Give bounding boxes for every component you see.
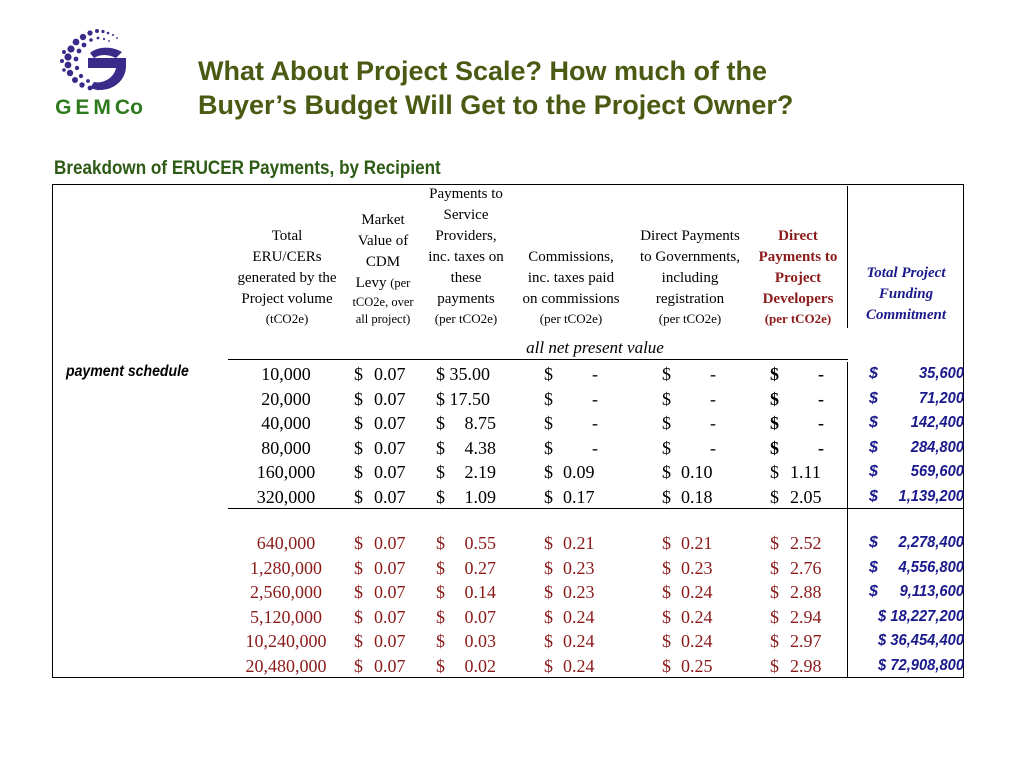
cell-volume: 40,000	[261, 413, 311, 433]
currency-symbol: $	[869, 365, 878, 382]
logo-co: Co	[114, 96, 143, 119]
cell-commissions: -	[592, 364, 598, 384]
cell-government: 0.25	[681, 655, 713, 676]
currency-symbol: $	[354, 655, 363, 676]
currency-symbol: $	[544, 582, 553, 602]
table-row	[0, 605, 1024, 629]
cell-commissions: 0.24	[563, 606, 595, 627]
header-market-unit: all project)	[355, 312, 411, 326]
currency-symbol: $	[770, 388, 779, 409]
header-total-line: Funding	[878, 286, 934, 302]
header-market	[346, 186, 420, 328]
cell-commissions: -	[592, 437, 598, 458]
cell-service-value: 0.14	[464, 582, 496, 602]
currency-symbol: $	[662, 533, 671, 553]
cell-developers: 2.05	[790, 486, 822, 507]
header-market-unit: tCO2e, over	[352, 295, 414, 309]
cell-commissions: -	[592, 413, 598, 433]
header-government-line: to Governments,	[640, 249, 740, 265]
currency-symbol: $	[436, 533, 445, 553]
currency-symbol: $	[544, 557, 553, 578]
currency-symbol: $	[662, 437, 671, 458]
cell-government: 0.24	[681, 631, 713, 651]
currency-symbol: $	[436, 437, 445, 458]
currency-symbol: $	[436, 486, 445, 507]
header-government	[630, 186, 750, 328]
cell-service-payment: $ 35.00	[436, 364, 490, 384]
header-commissions-line: Commissions,	[528, 249, 614, 265]
cell-commissions: 0.17	[563, 486, 595, 507]
currency-symbol: $	[354, 631, 363, 651]
currency-symbol: $	[436, 631, 445, 651]
header-total-line: Total Project	[866, 265, 946, 281]
header-service-line: these	[450, 270, 482, 286]
currency-symbol: $	[354, 533, 363, 553]
currency-symbol: $	[662, 413, 671, 433]
header-service-line: payments	[437, 291, 495, 307]
header-government-line: Direct Payments	[640, 228, 740, 244]
header-service	[420, 186, 512, 328]
currency-symbol: $	[436, 606, 445, 627]
header-volume	[228, 186, 346, 328]
cell-service-payment: $ 17.50	[436, 388, 490, 409]
header-service-line: Payments to	[429, 186, 503, 202]
cell-total-value: 284,800	[910, 438, 964, 456]
table-row	[0, 362, 1024, 386]
cell-volume: 20,000	[261, 388, 311, 409]
cell-market-value: 0.07	[374, 582, 406, 602]
cell-volume: 5,120,000	[250, 606, 322, 627]
gemco-wordmark	[38, 96, 160, 120]
cell-volume: 160,000	[256, 462, 316, 482]
title-line-2: Buyer’s Budget Will Get to the Project Owner?	[198, 90, 794, 120]
currency-symbol: $	[354, 486, 363, 507]
cell-service-value: 0.03	[464, 631, 496, 651]
cell-total-value: 1,139,200	[898, 487, 964, 505]
cell-total-commitment: $ 36,454,400	[878, 632, 964, 649]
cell-market-value: 0.07	[374, 364, 406, 384]
cell-market-value: 0.07	[374, 533, 406, 553]
currency-symbol: $	[544, 388, 553, 409]
cell-market-value: 0.07	[374, 437, 406, 458]
currency-symbol: $	[770, 533, 779, 553]
cell-total-value: 142,400	[910, 414, 964, 431]
cell-government: 0.24	[681, 582, 713, 602]
cell-total-value: 18,227,200	[890, 607, 964, 625]
table-row	[0, 411, 1024, 435]
header-commissions-line: on commissions	[522, 291, 620, 307]
cell-volume: 10,000	[261, 364, 311, 384]
currency-symbol: $	[544, 486, 553, 507]
cell-government: -	[710, 364, 716, 384]
header-service-unit: (per tCO2e)	[434, 311, 498, 326]
gemco-g-icon	[38, 28, 160, 98]
currency-symbol: $	[354, 582, 363, 602]
table-row	[0, 485, 1024, 509]
currency-symbol: $	[662, 462, 671, 482]
cell-service-value: 0.02	[464, 655, 496, 676]
cell-government: 0.21	[681, 533, 713, 553]
header-developers-line: Payments to	[758, 249, 838, 265]
header-market-line: CDM	[365, 254, 401, 270]
table-row	[0, 629, 1024, 653]
cell-total-commitment: $ 18,227,200	[878, 607, 964, 625]
cell-service-value: 17.50	[449, 388, 490, 409]
currency-symbol: $	[544, 631, 553, 651]
header-service-line: Service	[443, 207, 489, 223]
table-row	[0, 436, 1024, 460]
cell-total-value: 9,113,600	[899, 583, 964, 600]
cell-volume: 2,560,000	[250, 582, 322, 602]
cell-total-value: 72,908,800	[890, 656, 964, 674]
currency-symbol: $	[544, 606, 553, 627]
currency-symbol: $	[770, 606, 779, 627]
title-line-1: What About Project Scale? How much of the	[198, 56, 768, 86]
page-title	[198, 54, 978, 122]
currency-symbol: $	[544, 413, 553, 433]
currency-symbol: $	[869, 583, 878, 600]
cell-market-value: 0.07	[374, 655, 406, 676]
payment-schedule-label: payment schedule	[66, 363, 189, 380]
cell-government: 0.23	[681, 557, 713, 578]
currency-symbol: $	[544, 655, 553, 676]
cell-developers: -	[818, 388, 824, 409]
cell-government: -	[710, 388, 716, 409]
cell-service-value: 1.09	[464, 486, 496, 507]
cell-government: 0.18	[681, 486, 713, 507]
header-developers-line: Developers	[762, 291, 834, 307]
cell-market-value: 0.07	[374, 388, 406, 409]
currency-symbol: $	[662, 655, 671, 676]
cell-commissions: 0.21	[563, 533, 595, 553]
header-commissions	[512, 186, 630, 328]
cell-developers: 2.98	[790, 655, 822, 676]
table-row	[0, 387, 1024, 411]
header-commissions-unit: (per tCO2e)	[539, 311, 603, 326]
header-service-line: inc. taxes on	[428, 249, 504, 265]
currency-symbol: $	[436, 413, 445, 433]
currency-symbol: $	[436, 557, 445, 578]
cell-service-value: 8.75	[464, 413, 496, 433]
cell-volume: 1,280,000	[250, 557, 322, 578]
currency-symbol: $	[869, 463, 878, 480]
cell-volume: 20,480,000	[245, 655, 327, 676]
cell-total-value: 36,454,400	[890, 632, 964, 649]
header-market-levy-line	[356, 273, 411, 294]
currency-symbol: $	[770, 582, 779, 602]
cell-service-value: 0.07	[464, 606, 496, 627]
cell-developers: 2.88	[790, 582, 822, 602]
currency-symbol: $	[354, 462, 363, 482]
header-total	[848, 186, 964, 328]
cell-total-commitment: $ 72,908,800	[878, 656, 964, 674]
table-row	[0, 580, 1024, 604]
cell-volume: 10,240,000	[245, 631, 327, 651]
currency-symbol: $	[354, 364, 363, 384]
header-market-line: Value of	[357, 233, 409, 249]
header-government-line: including	[661, 270, 719, 286]
header-government-line: registration	[655, 291, 725, 307]
header-volume-line: ERU/CERs	[252, 249, 322, 265]
header-market-line: Market	[361, 212, 405, 228]
cell-volume: 320,000	[256, 486, 316, 507]
table-row	[0, 460, 1024, 484]
table-subtitle: Breakdown of ERUCER Payments, by Recipient	[54, 158, 441, 179]
currency-symbol: $	[354, 557, 363, 578]
table-row	[0, 654, 1024, 678]
cell-developers: -	[818, 413, 824, 433]
cell-government: 0.10	[681, 462, 713, 482]
npv-label: all net present value	[526, 338, 664, 357]
currency-symbol: $	[770, 486, 779, 507]
cell-total-value: 2,278,400	[898, 534, 964, 551]
cell-commissions: 0.23	[563, 582, 595, 602]
currency-symbol: $	[869, 558, 878, 576]
currency-symbol: $	[770, 462, 779, 482]
cell-market-value: 0.07	[374, 413, 406, 433]
currency-symbol: $	[544, 437, 553, 458]
currency-symbol: $	[354, 606, 363, 627]
header-developers-unit: (per tCO2e)	[764, 311, 832, 326]
cell-market-value: 0.07	[374, 486, 406, 507]
currency-symbol: $	[869, 438, 878, 456]
cell-developers: 2.97	[790, 631, 822, 651]
cell-volume: 640,000	[256, 533, 316, 553]
cell-developers: 2.94	[790, 606, 822, 627]
cell-service-value: 0.27	[464, 557, 496, 578]
currency-symbol: $	[662, 486, 671, 507]
cell-market-value: 0.07	[374, 462, 406, 482]
header-market-levy: Levy	[355, 275, 387, 291]
gemco-logo	[38, 28, 160, 128]
currency-symbol: $	[662, 557, 671, 578]
cell-service-value: 4.38	[464, 437, 496, 458]
currency-symbol: $	[770, 655, 779, 676]
cell-total-value: 35,600	[918, 365, 964, 382]
cell-volume: 80,000	[261, 437, 311, 458]
cell-total-value: 4,556,800	[898, 558, 964, 576]
cell-market-value: 0.07	[374, 631, 406, 651]
currency-symbol: $	[662, 606, 671, 627]
currency-symbol: $	[662, 582, 671, 602]
currency-symbol: $	[544, 533, 553, 553]
currency-symbol: $	[354, 437, 363, 458]
currency-symbol: $	[354, 413, 363, 433]
header-developers	[750, 186, 846, 328]
cell-total-value: 71,200	[918, 389, 964, 407]
currency-symbol: $	[662, 631, 671, 651]
header-volume-line: generated by the	[237, 270, 337, 286]
table-row	[0, 531, 1024, 555]
currency-symbol: $	[544, 364, 553, 384]
currency-symbol: $	[770, 413, 779, 433]
cell-developers: 1.11	[790, 462, 821, 482]
cell-developers: 2.76	[790, 557, 822, 578]
currency-symbol: $	[869, 389, 878, 407]
currency-symbol: $	[770, 557, 779, 578]
header-service-line: Providers,	[435, 228, 497, 244]
cell-developers: -	[818, 437, 824, 458]
cell-commissions: 0.23	[563, 557, 595, 578]
cell-service-value: 35.00	[449, 364, 490, 384]
currency-symbol: $	[869, 534, 878, 551]
header-developers-line: Project	[774, 270, 822, 286]
currency-symbol: $	[662, 388, 671, 409]
header-total-line: Commitment	[865, 307, 946, 323]
currency-symbol: $	[869, 487, 878, 505]
currency-symbol: $	[436, 462, 445, 482]
currency-symbol: $	[770, 437, 779, 458]
currency-symbol: $	[869, 414, 878, 431]
currency-symbol: $	[770, 364, 779, 384]
cell-commissions: 0.24	[563, 631, 595, 651]
cell-total-value: 569,600	[910, 463, 964, 480]
currency-symbol: $	[436, 655, 445, 676]
header-developers-line: Direct	[778, 228, 818, 244]
header-volume-line: Total	[271, 228, 303, 244]
currency-symbol: $	[436, 582, 445, 602]
currency-symbol: $	[770, 631, 779, 651]
logo-gem: GEM	[55, 96, 115, 119]
cell-government: 0.24	[681, 606, 713, 627]
cell-market-value: 0.07	[374, 606, 406, 627]
header-market-per: (per	[390, 276, 411, 290]
cell-commissions: 0.24	[563, 655, 595, 676]
cell-commissions: -	[592, 388, 598, 409]
cell-developers: -	[818, 364, 824, 384]
currency-symbol: $	[662, 364, 671, 384]
cell-government: -	[710, 413, 716, 433]
divider-npv	[228, 359, 848, 360]
header-volume-line: Project volume	[241, 291, 333, 307]
header-commissions-line: inc. taxes paid	[527, 270, 615, 286]
table-row	[0, 556, 1024, 580]
cell-market-value: 0.07	[374, 557, 406, 578]
cell-service-value: 0.55	[464, 533, 496, 553]
cell-government: -	[710, 437, 716, 458]
header-volume-unit: (tCO2e)	[265, 311, 309, 326]
currency-symbol: $	[354, 388, 363, 409]
cell-service-value: 2.19	[464, 462, 496, 482]
header-government-unit: (per tCO2e)	[658, 311, 722, 326]
cell-developers: 2.52	[790, 533, 822, 553]
currency-symbol: $	[544, 462, 553, 482]
cell-commissions: 0.09	[563, 462, 595, 482]
